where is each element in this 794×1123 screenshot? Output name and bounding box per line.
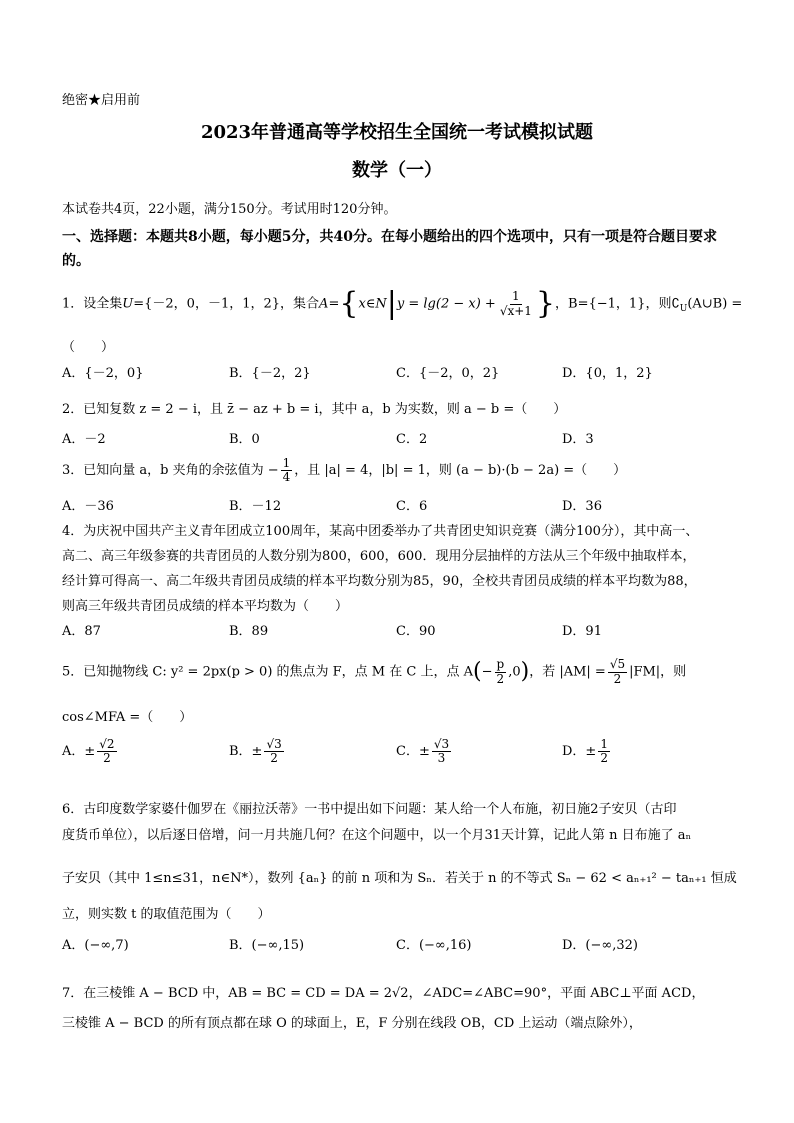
question-5: 5．已知抛物线 C: y² = 2px(p > 0) 的焦点为 F，点 M 在 C 上，点 A(− $\frac{p}{2}$ ,0)，若 |AM| = $\frac{√5}{2}$ |FM|，则 bbox=[62, 657, 687, 686]
q5-b-den: 2 bbox=[270, 751, 278, 766]
exam-title: 2023年普通高等学校招生全国统一考试模拟试题 bbox=[200, 122, 594, 143]
q3-option-a: A．－36 bbox=[62, 499, 114, 514]
q6-option-c: C．(−∞,16) bbox=[396, 938, 472, 953]
left-brace: { bbox=[339, 286, 359, 321]
section-heading: 一、选择题：本题共8小题，每小题5分，共40分。在每小题给出的四个选项中，只有一项是符合题目要求的。 bbox=[62, 229, 717, 269]
q3-option-b: B．－12 bbox=[229, 499, 282, 514]
q5-c-frac bbox=[432, 738, 451, 765]
q5-options bbox=[62, 738, 742, 778]
q5-text-b: ，若 |AM| = bbox=[529, 664, 606, 680]
q3-options bbox=[62, 495, 742, 515]
q1-a-eq: = bbox=[328, 296, 340, 312]
q2-options bbox=[62, 428, 742, 448]
q5-a-den: 2 bbox=[103, 751, 111, 766]
q5-point-num: p bbox=[496, 657, 505, 672]
q3-text-b: ，且 |a| = 4，|b| = 1，则 (a − b)·(b − 2a) =（ ） bbox=[294, 463, 627, 478]
q1-frac-den: √x+1 bbox=[499, 303, 532, 318]
q5-b-letter: B．± bbox=[229, 744, 263, 760]
q5-text-c: |FM|，则 bbox=[629, 664, 687, 680]
q1-option-c: C．{－2，0，2} bbox=[396, 366, 500, 381]
q1-options bbox=[62, 362, 742, 382]
q6-option-b: B．(−∞,15) bbox=[229, 938, 305, 953]
q3-frac-den: 4 bbox=[282, 470, 291, 484]
question-1 bbox=[62, 284, 742, 329]
q5-ratio-num: √5 bbox=[609, 657, 626, 672]
q5-open-paren: ( bbox=[473, 659, 482, 684]
question-2: 2．已知复数 z = 2 − i，且 z̄ − az + b = i，其中 a，b 为实数，则 a − b =（ ） bbox=[62, 402, 567, 417]
q5-line-2: cos∠MFA =（ ） bbox=[62, 710, 193, 725]
q1-option-a: A．{－2，0} bbox=[62, 366, 144, 381]
q5-a-frac bbox=[97, 738, 116, 765]
right-brace: } bbox=[535, 286, 556, 321]
q1-u-label: U bbox=[122, 296, 134, 312]
q2-option-d: D．3 bbox=[562, 432, 594, 447]
q5-ratio-den: 2 bbox=[613, 671, 622, 686]
q1-complement-tail: (A∪B) = bbox=[687, 296, 743, 312]
q4-option-c: C．90 bbox=[396, 624, 436, 639]
q4-option-d: D．91 bbox=[562, 624, 602, 639]
q3-text-a: 3．已知向量 a，b 夹角的余弦值为 − bbox=[62, 463, 279, 478]
q6-line-2: 度货币单位），以后逐日倍增，问一月共施几何？在这个问题中，以一个月31天计算，记此人第 n 日布施了 aₙ bbox=[62, 828, 692, 843]
q2-option-a: A．－2 bbox=[62, 432, 106, 447]
q1-set-right: y = lg(2 − x) + bbox=[396, 296, 496, 312]
q2-option-c: C．2 bbox=[396, 432, 428, 447]
q3-option-c: C．6 bbox=[396, 499, 428, 514]
q5-c-den: 3 bbox=[437, 751, 446, 766]
exam-note: 本试卷共4页，22小题，满分150分。考试用时120分钟。 bbox=[62, 202, 397, 217]
q5-c-num: √3 bbox=[433, 737, 450, 751]
q1-prefix: 1．设全集 bbox=[62, 296, 123, 312]
q5-option-c bbox=[396, 738, 453, 765]
q1-option-d: D．{0，1，2} bbox=[562, 366, 653, 381]
q7-line-2: 三棱锥 A − BCD 的所有顶点都在球 O 的球面上，E，F 分别在线段 OB，CD 上运动（端点除外）， bbox=[62, 1016, 642, 1031]
q6-option-a: A．(−∞,7) bbox=[62, 938, 129, 953]
q3-option-d: D．36 bbox=[562, 499, 602, 514]
q2-option-b: B．0 bbox=[229, 432, 260, 447]
q1-a-label: A bbox=[319, 296, 329, 312]
q5-close-paren: ) bbox=[520, 659, 530, 684]
q5-d-letter: D．± bbox=[562, 744, 597, 760]
q3-frac-num: 1 bbox=[282, 455, 291, 470]
exam-subtitle: 数学（一） bbox=[352, 160, 442, 181]
q4-option-a: A．87 bbox=[62, 624, 101, 639]
q5-point-frac bbox=[495, 658, 507, 685]
q6-line-1: 6．古印度数学家婆什伽罗在《丽拉沃蒂》一书中提出如下问题：某人给一个人布施，初日施2子安贝（古印 bbox=[62, 802, 677, 817]
q4-line-2: 高二、高三年级参赛的共青团员的人数分别为800，600，600．现用分层抽样的方法从三个年级中抽取样本， bbox=[62, 549, 696, 564]
q4-line-1: 4．为庆祝中国共产主义青年团成立100周年，某高中团委举办了共青团史知识竞赛（满分100分），其中高一、 bbox=[62, 524, 699, 539]
q6-options bbox=[62, 934, 742, 954]
q1-complement-sub: U bbox=[679, 304, 688, 315]
set-divider: | bbox=[386, 286, 397, 321]
q5-d-num: 1 bbox=[600, 737, 608, 751]
q5-option-b bbox=[229, 738, 286, 765]
q7-line-1: 7．在三棱锥 A − BCD 中，AB = BC = CD = DA = 2√2，∠ADC=∠ABC=90°，平面 ABC⊥平面 ACD， bbox=[62, 986, 705, 1001]
q5-point-den: 2 bbox=[496, 671, 505, 686]
q6-option-d: D．(−∞,32) bbox=[562, 938, 638, 953]
q5-d-frac bbox=[598, 738, 610, 765]
q1-frac-num: 1 bbox=[512, 289, 520, 304]
q6-line-3: 子安贝（其中 1≤n≤31，n∈N*），数列 {aₙ} 的前 n 项和为 Sₙ．若关于 n 的不等式 Sₙ − 62 < aₙ₊₁² − taₙ₊₁ 恒成 bbox=[62, 871, 737, 886]
q5-ratio-frac bbox=[608, 658, 627, 685]
q1-set-left: x∈N bbox=[358, 296, 387, 312]
q5-option-a bbox=[62, 738, 119, 765]
q4-option-b: B．89 bbox=[229, 624, 269, 639]
q1-paren: （ ） bbox=[62, 340, 115, 355]
q5-a-letter: A．± bbox=[62, 744, 96, 760]
q6-line-4: 立，则实数 t 的取值范围为（ ） bbox=[62, 907, 271, 922]
q5-b-frac bbox=[264, 738, 283, 765]
q1-fraction bbox=[498, 290, 534, 317]
q5-text-a: 5．已知抛物线 C: y² = 2px(p > 0) 的焦点为 F，点 M 在 C 上，点 A bbox=[62, 664, 473, 680]
confidential-mark: 绝密★启用前 bbox=[62, 93, 141, 108]
q1-option-b: B．{－2，2} bbox=[229, 366, 311, 381]
q4-line-4: 则高三年级共青团员成绩的样本平均数为（ ） bbox=[62, 599, 349, 614]
q3-fraction bbox=[281, 457, 293, 484]
q1-u-set: ={－2，0，－1，1，2}，集合 bbox=[133, 296, 320, 312]
q5-d-den: 2 bbox=[600, 751, 608, 766]
q4-line-3: 经计算可得高一、高二年级共青团员成绩的样本平均数分别为85，90，全校共青团员成绩的样本平均数为88， bbox=[62, 574, 697, 589]
q5-c-letter: C．± bbox=[396, 744, 430, 760]
question-3 bbox=[62, 454, 626, 488]
q4-options bbox=[62, 620, 742, 640]
q5-option-d bbox=[562, 738, 612, 765]
q5-b-num: √3 bbox=[266, 737, 282, 751]
q5-a-num: √2 bbox=[99, 737, 115, 751]
q1-after-set: ，B={−1，1}，则∁ bbox=[555, 296, 680, 312]
